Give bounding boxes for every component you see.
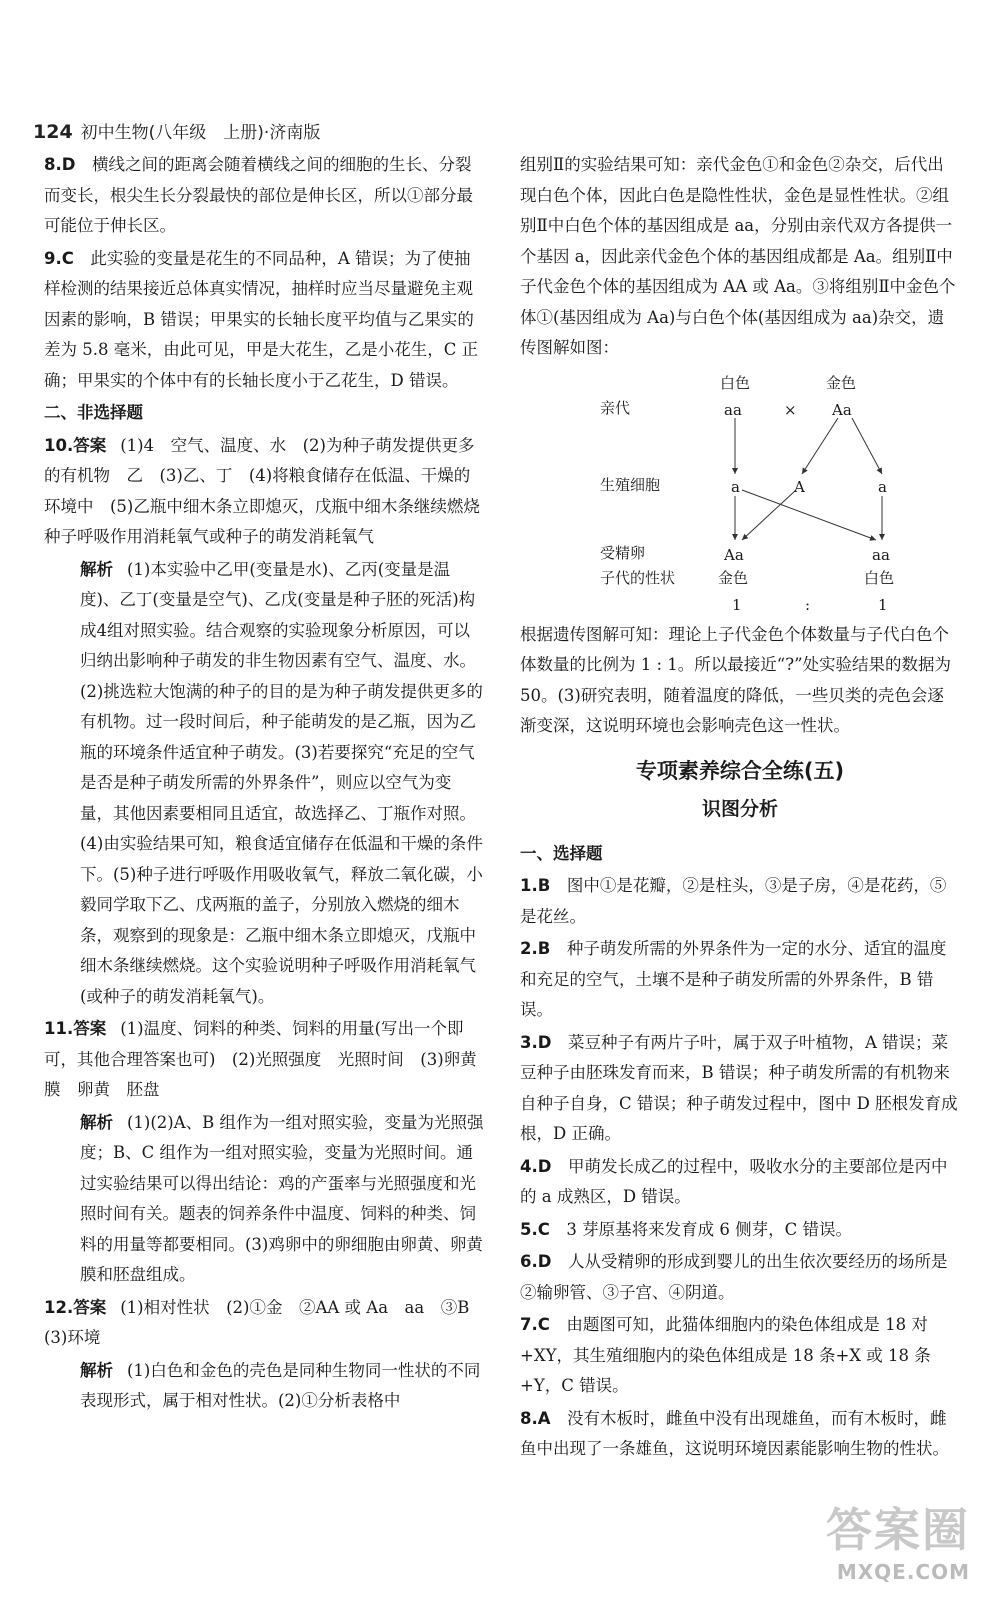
zygote-aa: aa xyxy=(872,545,890,564)
row-parent-label: 亲代 xyxy=(600,398,631,417)
arrow-A-to-Aa-cross xyxy=(742,490,796,540)
answer-item: 8.A 没有木板时，雌鱼中没有出现雄鱼，而有木板时，雌鱼中出现了一条雄鱼，这说明环境因素能影响生物的性状。 xyxy=(520,1408,949,1458)
answer-item: 7.C 由题图可知，此猫体细胞内的染色体组成是 18 对+XY，其生殖细胞内的染色体组成是 18 条+X 或 18 条+Y，C 错误。 xyxy=(520,1315,931,1395)
answer-item: 1.B 图中①是花瓣，②是柱头，③是子房，④是花药，⑤是花丝。 xyxy=(520,876,947,926)
zygote-Aa: Aa xyxy=(724,545,744,564)
question-12-analysis: 解析 (1)白色和金色的壳色是同种生物同一性状的不同表现形式，属于相对性状。(2)①分析表格中 xyxy=(80,1360,481,1410)
gamete-a-2: a xyxy=(878,477,887,496)
row-gamete-label: 生殖细胞 xyxy=(600,475,661,494)
page-number: 124 xyxy=(33,121,73,143)
question-11-answer: 11.答案 (1)温度、饲料的种类、饲料的用量(写出一个即可，其他合理答案也可) (2)光照强度 光照时间 (3)卵黄膜 卵黄 胚盘 xyxy=(44,1019,477,1099)
section-heading-2: 二、非选择题 xyxy=(44,403,143,422)
question-12-answer: 12.答案 (1)相对性状 (2)①金 ②AA 或 Aa aa ③B (3)环境 xyxy=(44,1297,486,1347)
watermark-logo: 答案圈 xyxy=(826,1503,970,1557)
answer-item: 5.C 3 芽原基将来发育成 6 侧芽，C 错误。 xyxy=(520,1219,852,1239)
genetic-diagram xyxy=(520,368,960,614)
section-heading-1: 一、选择题 xyxy=(520,843,603,863)
parent-gold-label: 金色 xyxy=(826,373,857,392)
arrow-a-to-aa-cross xyxy=(742,490,876,540)
page-header xyxy=(33,118,320,143)
gene-aa: aa xyxy=(724,400,742,419)
gamete-a-1: a xyxy=(731,477,740,496)
question-10-analysis: 解析 (1)本实验中乙甲(变量是水)、乙丙(变量是温度)、乙丁(变量是空气)、乙戊(变量是种子胚的死活)构成4组对照实验。结合观察的实验现象分析原因，可以归纳出影响种子萌发的非生物因素有空气、温度、水。(2)挑选粒大饱满的种子的目的是为种子萌发提供更多的有机物。过一段时间后，种子能萌发的是乙瓶，因为乙瓶的环境条件适宜种子萌发。(3)若要探究“充足的空气是否是种子萌发所需的外界条件”，则应以空气为变量，其他因素要相同且适宜，故选择乙、丁瓶作对照。(4)由实验结果可知，粮食适宜储存在低温和干燥的条件下。(5)种子进行呼吸作用吸收氧气，释放二氧化碳，小毅同学取下乙、戊两瓶的盖子，分别放入燃烧的细木条，观察到的现象是：乙瓶中细木条立即熄灭，戊瓶中细木条继续燃烧。这个实验说明种子呼吸作用消耗氧气(或种子的萌发消耗氧气)。 xyxy=(80,559,483,1006)
question-10-answer: 10.答案 (1)4 空气、温度、水 (2)为种子萌发提供更多的有机物 乙 (3)乙、丁 (4)将粮食储存在低温、干燥的环境中 (5)乙瓶中细木条立即熄灭，戊瓶中细木条继续燃烧 种子呼吸作用消耗氧气或种子的萌发消耗氧气 xyxy=(44,435,497,546)
question-9: 9.C 此实验的变量是花生的不同品种，A 错误；为了使抽样检测的结果接近总体真实情况，抽样时应当尽量避免主观因素的影响，B 错误；甲果实的长轴长度平均值与乙果实的差为 5.8 毫米，由此可见，甲是大花生，乙是小花生，C 正确；甲果实的个体中有的长轴长度小于乙花生，D 错误。 xyxy=(44,248,479,390)
question-12-continuation: 组别Ⅱ的实验结果可知：亲代金色①和金色②杂交，后代出现白色个体，因此白色是隐性性状，金色是显性性状。②组别Ⅱ中白色个体的基因组成是 aa，分别由亲代双方各提供一个基因 a，因此亲代金色个体的基因组成都是 Aa。组别Ⅱ中子代金色个体的基因组成为 AA 或 Aa。③将组别Ⅱ中金色个体①(基因组成为 Aa)与白色个体(基因组成为 aa)杂交，遗传图解如图： xyxy=(520,155,956,357)
trait-white: 白色 xyxy=(864,568,895,587)
row-zygote-label: 受精卵 xyxy=(600,543,646,562)
cross-symbol: × xyxy=(784,400,797,419)
row-trait-label: 子代的性状 xyxy=(600,568,676,587)
book-title: 初中生物(八年级 上册)·济南版 xyxy=(80,123,321,143)
answer-item: 3.D 菜豆种子有两片子叶，属于双子叶植物，A 错误；菜豆种子由胚珠发育而来，B 错误；种子萌发所需的有机物来自种子自身，C 错误；种子萌发过程中，图中 D 胚根发育成根，D 正确。 xyxy=(520,1032,958,1143)
trait-gold: 金色 xyxy=(718,568,749,587)
section-title: 专项素养综合全练(五) xyxy=(635,758,845,783)
answer-item: 6.D 人从受精卵的形成到婴儿的出生依次要经历的场所是②输卵管、③子宫、④阴道。 xyxy=(520,1252,948,1302)
watermark-url: MXQE.COM xyxy=(836,1560,970,1584)
ratio-colon: : xyxy=(805,595,811,614)
gamete-A: A xyxy=(794,477,805,496)
arrow-Aa-to-a xyxy=(852,418,882,474)
diagram-conclusion: 根据遗传图解可知：理论上子代金色个体数量与子代白色个体数量的比例为 1 : 1。所以最接近“?”处实验结果的数据为 50。(3)研究表明，随着温度的降低，一些贝类的壳色会逐渐变深，这说明环境也会影响壳色这一性状。 xyxy=(520,624,952,735)
arrow-Aa-to-A xyxy=(802,418,838,474)
ratio-right: 1 xyxy=(878,595,888,614)
ratio-left: 1 xyxy=(732,595,742,614)
left-column xyxy=(44,150,497,1419)
section-subtitle: 识图分析 xyxy=(701,798,778,820)
right-column xyxy=(520,150,960,1467)
question-11-analysis: 解析 (1)(2)A、B 组作为一组对照实验，变量为光照强度；B、C 组作为一组对照实验，变量为光照时间。通过实验结果可以得出结论：鸡的产蛋率与光照强度和光照时间有关。题表的饲养条件中温度、饲料的种类、饲料的用量等都要相同。(3)鸡卵中的卵细胞由卵黄、卵黄膜和胚盘组成。 xyxy=(80,1112,484,1284)
question-8: 8.D 横线之间的距离会随着横线之间的细胞的生长、分裂而变长，根尖生长分裂最快的部位是伸长区，所以①部分最可能位于伸长区。 xyxy=(44,155,473,235)
answer-item: 4.D 甲萌发长成乙的过程中，吸收水分的主要部位是丙中的 a 成熟区，D 错误。 xyxy=(520,1156,948,1206)
parent-white-label: 白色 xyxy=(720,373,751,392)
watermark xyxy=(826,1494,970,1584)
answer-item: 2.B 种子萌发所需的外界条件为一定的水分、适宜的温度和充足的空气，土壤不是种子萌发所需的外界条件，B 错误。 xyxy=(520,939,947,1019)
gene-Aa: Aa xyxy=(832,400,852,419)
